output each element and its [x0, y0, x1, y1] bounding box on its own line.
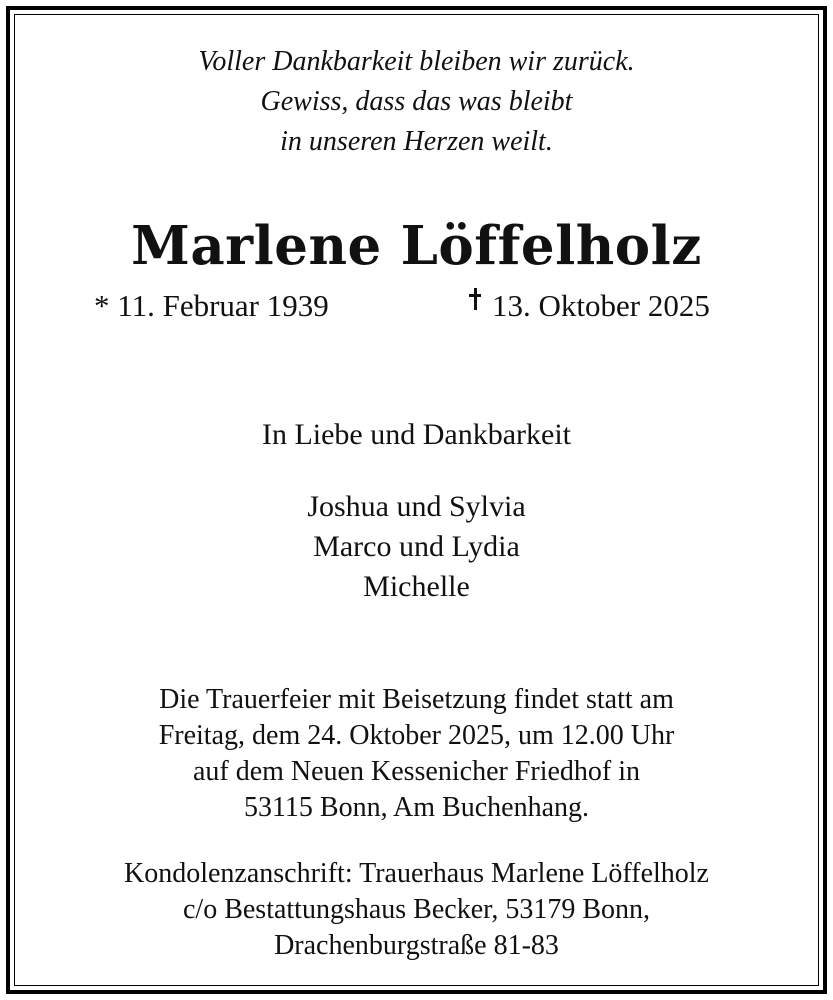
birth-date: * 11. Februar 1939 — [94, 288, 329, 323]
ceremony-line: 53115 Bonn, Am Buchenhang. — [243, 792, 590, 823]
obituary-frame — [6, 6, 827, 994]
mourner-name: Joshua und Sylvia — [307, 490, 526, 523]
ceremony-line: Freitag, dem 24. Oktober 2025, um 12.00 Uhr — [158, 720, 675, 751]
death-date: 13. Oktober 2025 — [492, 288, 710, 323]
mourner-name: Marco und Lydia — [313, 530, 520, 563]
condolence-line: Kondolenzanschrift: Trauerhaus Marlene Löffelholz — [124, 858, 709, 889]
mourner-name: Michelle — [363, 570, 470, 603]
verse-line-1: Voller Dankbarkeit bleiben wir zurück. — [198, 46, 635, 77]
ceremony-line: auf dem Neuen Kessenicher Friedhof in — [192, 756, 641, 787]
verse-line-2: Gewiss, dass das was bleibt — [260, 86, 573, 117]
deceased-name: Marlene Löffelholz — [131, 215, 702, 277]
mourners-intro: In Liebe und Dankbarkeit — [261, 418, 572, 451]
condolence-line: c/o Bestattungshaus Becker, 53179 Bonn, — [182, 894, 651, 925]
ceremony-line: Die Trauerfeier mit Beisetzung findet statt am — [159, 684, 674, 715]
death-date-group — [468, 288, 710, 324]
condolence-line: Drachenburgstraße 81-83 — [274, 930, 559, 961]
verse-line-3: in unseren Herzen weilt. — [280, 126, 553, 157]
cross-icon — [468, 288, 482, 310]
